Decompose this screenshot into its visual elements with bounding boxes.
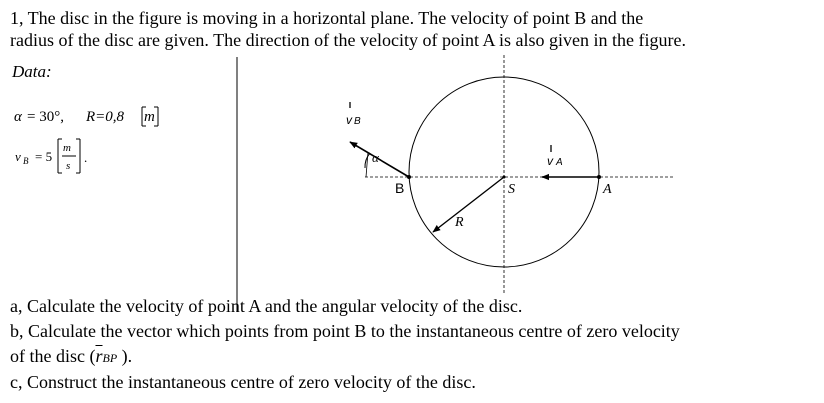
label-velocity-b-sub: B (354, 116, 361, 127)
label-velocity-a: v (547, 154, 553, 168)
radius-unit: m (144, 109, 155, 125)
velocity-b-symbol: v (15, 149, 21, 164)
question-b: b, Calculate the vector which points from point B to the instantaneous centre of zero velocity (10, 321, 680, 341)
velocity-unit-denominator: s (66, 160, 71, 172)
question-b-continued (10, 346, 132, 368)
question-b-prefix: of the disc ( (10, 346, 96, 366)
alpha-symbol: α (14, 109, 22, 125)
radius-value: R=0,8 (86, 109, 125, 125)
label-radius: R (455, 215, 464, 230)
label-point-a: A (603, 182, 612, 197)
data-formulas (14, 107, 158, 173)
label-alpha: α (372, 150, 379, 165)
question-a: a, Calculate the velocity of point A and the angular velocity of the disc. (10, 296, 523, 316)
point-a (597, 175, 601, 179)
vector-r-symbol: $\overline{r}$ (95, 346, 103, 366)
problem-statement-line-2: radius of the disc are given. The direction of the velocity of point A is also given in the figure. (10, 30, 687, 50)
vector-r-subscript: BP (102, 351, 118, 365)
velocity-b-arrow (350, 142, 409, 177)
problem-statement-line-1: 1, The disc in the figure is moving in a horizontal plane. The velocity of point B and the (10, 8, 644, 28)
velocity-period: . (84, 150, 88, 165)
label-point-s: S (508, 182, 515, 197)
question-c: c, Construct the instantaneous centre of zero velocity of the disc. (10, 372, 476, 392)
disc-figure (350, 55, 675, 295)
velocity-unit-numerator: m (63, 142, 71, 154)
alpha-reference-line (366, 152, 368, 177)
velocity-b-value: = 5 (35, 149, 53, 164)
data-heading: Data: (12, 62, 52, 81)
label-velocity-b: v (346, 113, 352, 127)
label-velocity-a-sub: A (556, 157, 563, 168)
point-b (407, 175, 411, 179)
question-b-suffix: ). (117, 346, 133, 366)
velocity-b-subscript: B (23, 156, 29, 166)
radius-arrow (433, 177, 504, 232)
point-s (503, 176, 506, 179)
alpha-value: = 30°, (27, 109, 64, 125)
label-point-b: B (395, 180, 405, 196)
